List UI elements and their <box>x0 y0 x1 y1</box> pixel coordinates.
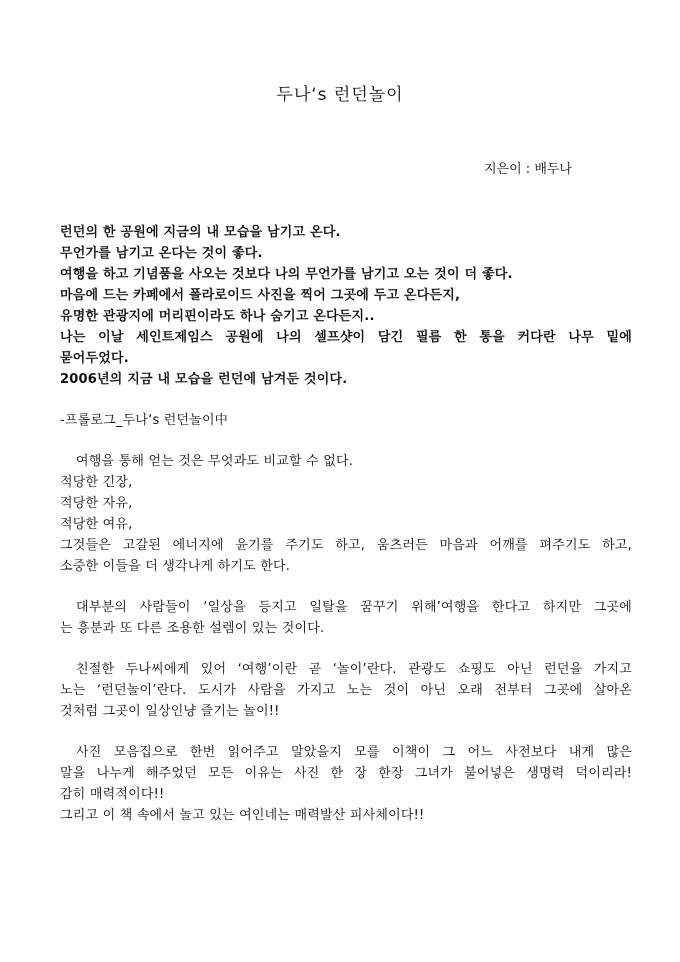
paragraph-line: 감히 매력적이다!! <box>60 787 165 802</box>
paragraph-line: 말을 나누게 해주었던 모든 이유는 사진 한 장 한장 그녀가 불어넣은 생명력 덕이리라! <box>60 766 632 781</box>
paragraph-2 <box>60 597 632 639</box>
paragraph-line: 적당한 긴장, <box>60 475 133 490</box>
paragraph-line: 그것들은 고갈된 에너지에 윤기를 주기도 하고, 움츠러든 마음과 어깨를 펴주기도 하고, <box>60 538 632 553</box>
prologue-line: 런던의 한 공원에 지금의 내 모습을 남기고 온다. <box>60 225 341 240</box>
document-body <box>60 222 632 826</box>
prologue-line: 여행을 하고 기념품을 사오는 것보다 나의 무언가를 남기고 오는 것이 더 좋다. <box>60 267 513 282</box>
source-note: -프롤로그_두나‘s 런던놀이中 <box>60 413 229 428</box>
paragraph-line: 사진 모음집으로 한번 읽어주고 말았을지 모를 이책이 그 어느 사전보다 내게 많은 <box>76 745 632 760</box>
prologue-line: 묻어두었다. <box>60 351 129 366</box>
paragraph-line: 것처럼 그곳이 일상인냥 즐기는 놀이!! <box>60 704 280 719</box>
paragraph-line: 적당한 자유, <box>60 496 133 511</box>
paragraph-line: 친절한 두나씨에게 있어 ‘여행’이란 곧 ‘놀이’란다. 관광도 쇼핑도 아닌 런던을 가지고 <box>76 662 632 677</box>
paragraph-line: 대부분의 사람들이 ‘일상을 등지고 일탈을 꿈꾸기 위해’여행을 한다고 하지만 그곳에 <box>76 600 632 615</box>
paragraph-line: 노는 ‘런던놀이’란다. 도시가 사람을 가지고 노는 것이 아닌 오래 전부터 그곳에 살아온 <box>60 683 632 698</box>
prologue-line: 유명한 관광지에 머리핀이라도 하나 숨기고 온다든지.. <box>60 309 375 324</box>
author-line: 지은이 : 배두나 <box>484 162 572 177</box>
paragraph-line: 여행을 통해 얻는 것은 무엇과도 비교할 수 없다. <box>76 454 354 469</box>
prologue-line: 무언가를 남기고 온다는 것이 좋다. <box>60 246 263 261</box>
paragraph-line: 는 흥분과 또 다른 조용한 설렘이 있는 것이다. <box>60 621 325 636</box>
prologue-line: 마음에 드는 카페에서 폴라로이드 사진을 찍어 그곳에 두고 온다든지, <box>60 288 461 303</box>
document-title: 두나‘s 런던놀이 <box>276 85 404 105</box>
paragraph-line: 그리고 이 책 속에서 놀고 있는 여인네는 매력발산 피사체이다!! <box>60 808 425 823</box>
paragraph-line: 소중한 이들을 더 생각나게 하기도 한다. <box>60 559 291 574</box>
paragraph-line: 적당한 여유, <box>60 517 133 532</box>
paragraph-1 <box>60 451 632 577</box>
prologue-block <box>60 222 632 390</box>
paragraph-4 <box>60 742 632 826</box>
prologue-line: 2006년의 지금 내 모습을 런던에 남겨둔 것이다. <box>60 372 348 387</box>
paragraph-3 <box>60 659 632 722</box>
prologue-line: 나는 이날 세인트제임스 공원에 나의 셀프샷이 담긴 필름 한 통을 커다란 나무 밑에 <box>60 330 632 345</box>
